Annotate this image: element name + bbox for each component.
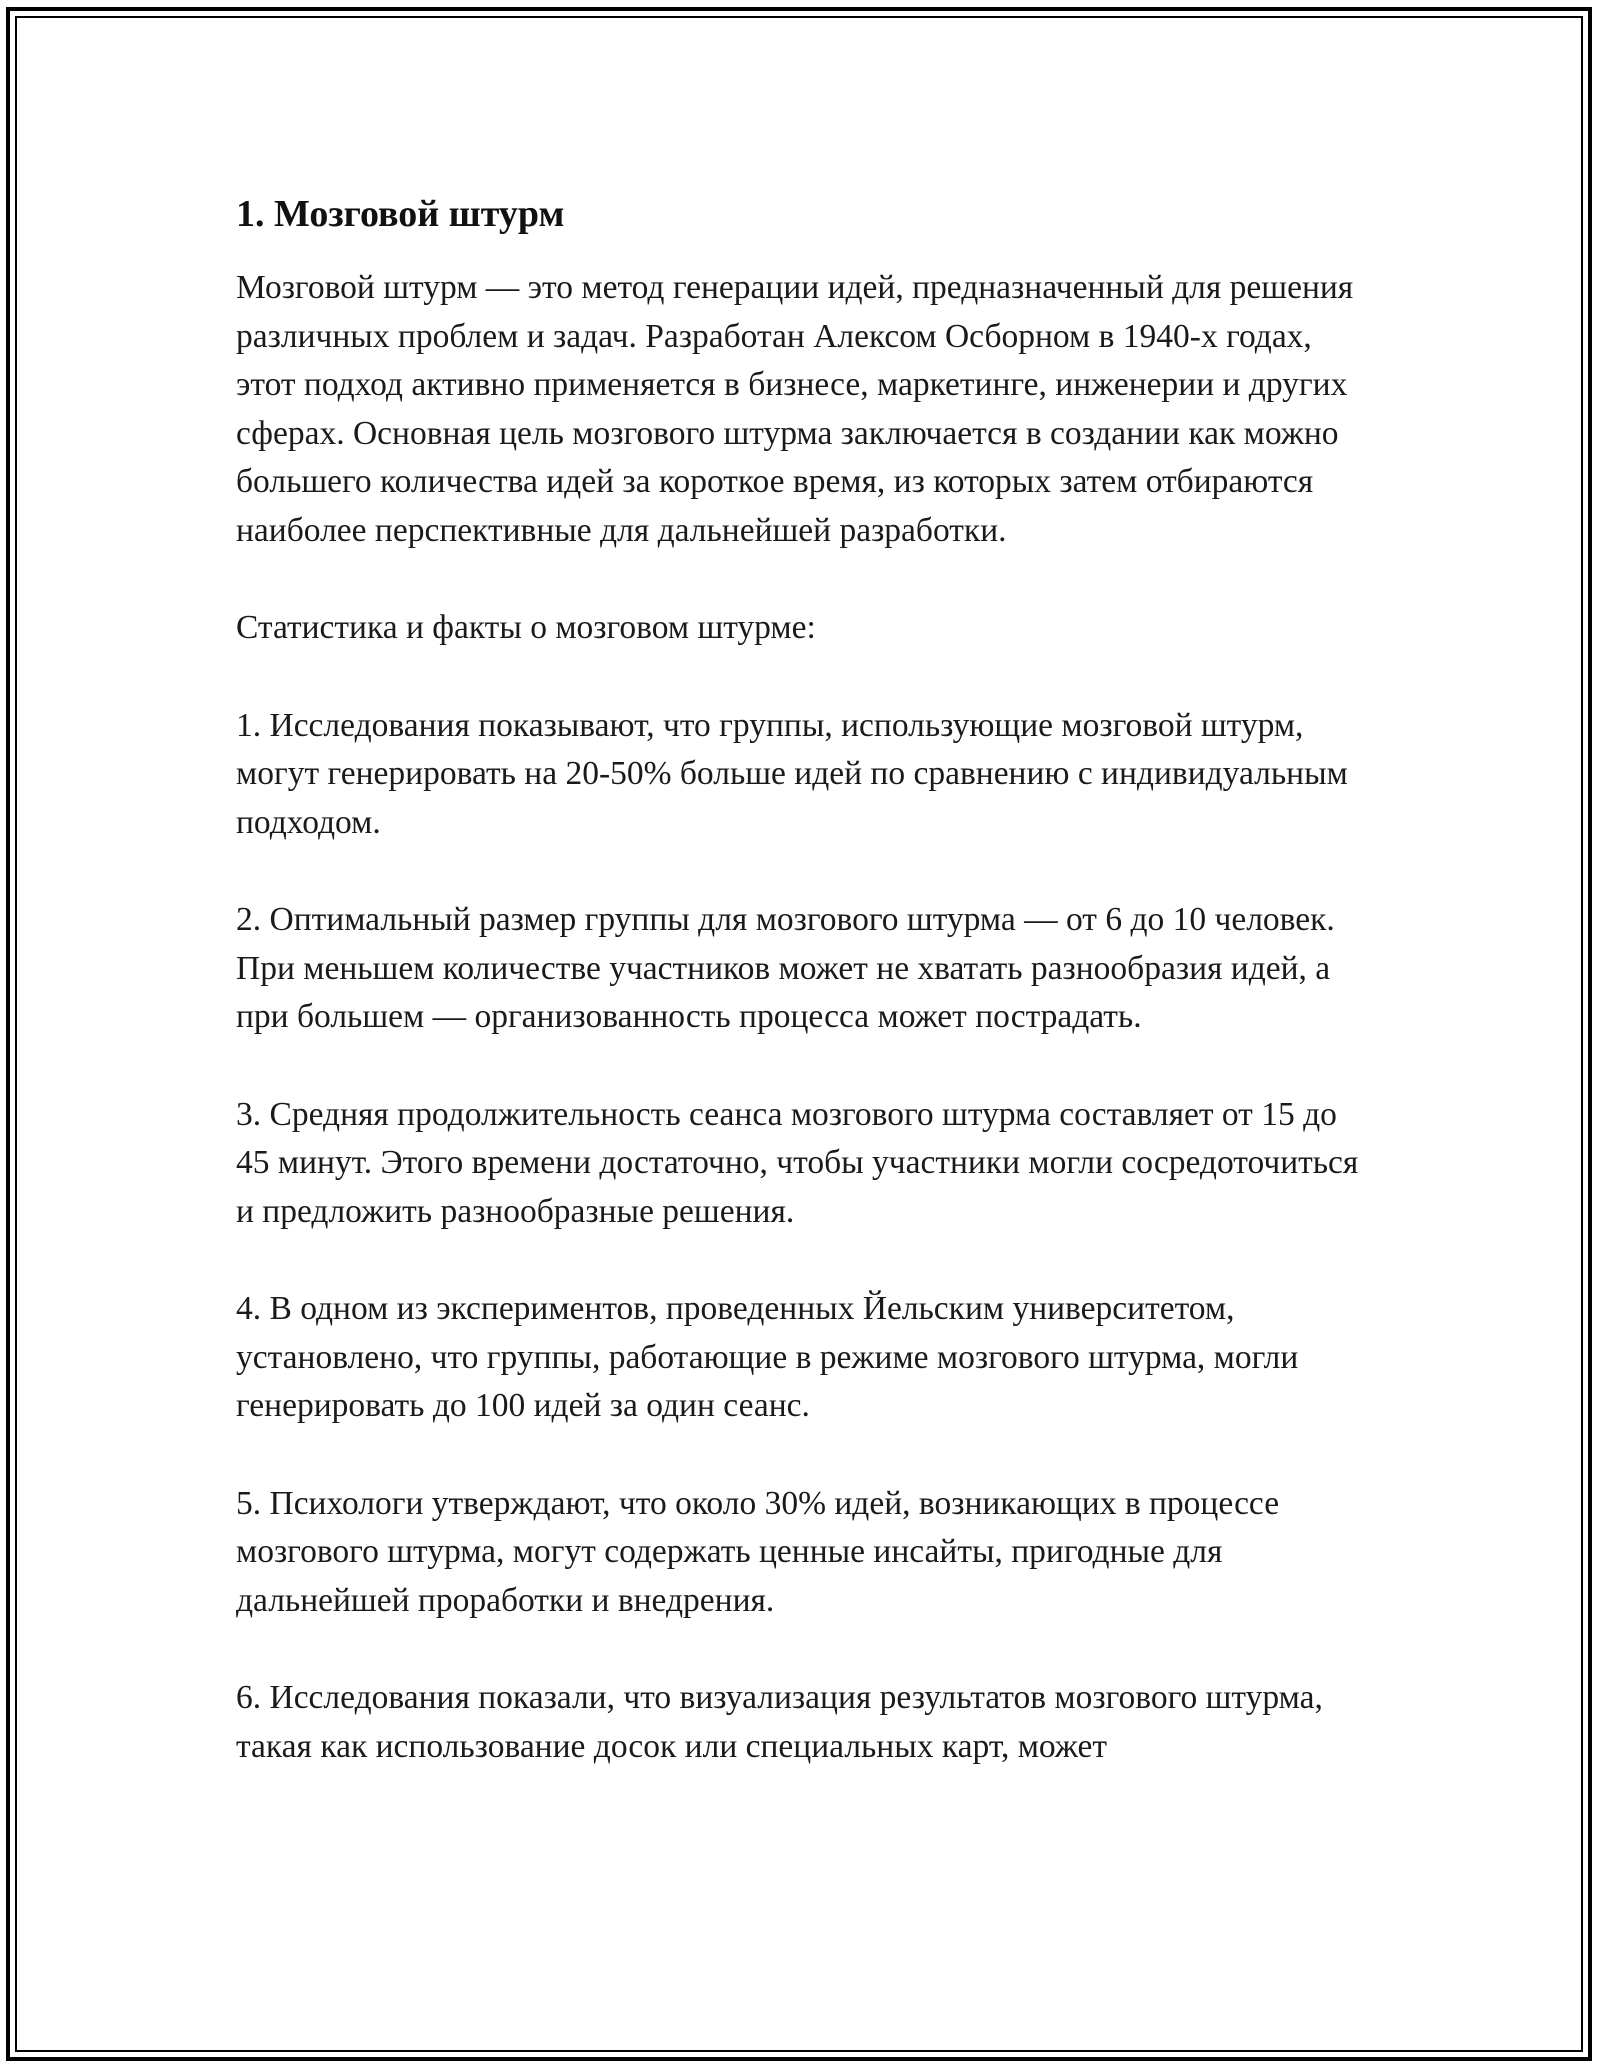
fact-item-1: 1. Исследования показывают, что группы, использующие мозговой штурм, могут генерировать на 20-50% больше идей по сравнению с индивидуальным подходом.	[236, 706, 1348, 841]
stats-intro: Статистика и факты о мозговом штурме:	[236, 609, 816, 646]
fact-item-4: 4. В одном из экспериментов, проведенных Йельским университетом, установлено, что группы, работающие в режиме мозгового штурма, могли генерировать до 100 идей за один сеанс.	[236, 1290, 1299, 1424]
section-heading: 1. Мозговой штурм	[236, 193, 565, 235]
fact-item-6: 6. Исследования показали, что визуализация результатов мозгового штурма, такая как использование досок или специальных карт, может	[236, 1679, 1323, 1765]
fact-item-2: 2. Оптимальный размер группы для мозгового штурма — от 6 до 10 человек. При меньшем количестве участников может не хватать разнообразия идей, а при большем — организованность процесса может пострадать.	[236, 901, 1335, 1035]
intro-paragraph: Мозговой штурм — это метод генерации идей, предназначенный для решения различных проблем и задач. Разработан Алексом Осборном в 1940-х годах, этот подход активно применяется в бизнесе, маркетинге, инженерии и других сферах. Основная цель мозгового штурма заключается в создании как можно большего количества идей за короткое время, из которых затем отбираются наиболее перспективные для дальнейшей разработки.	[236, 269, 1354, 549]
document-body	[236, 186, 1376, 1820]
fact-item-5: 5. Психологи утверждают, что около 30% идей, возникающих в процессе мозгового штурма, могут содержать ценные инсайты, пригодные для дальнейшей проработки и внедрения.	[236, 1484, 1280, 1619]
fact-item-3: 3. Средняя продолжительность сеанса мозгового штурма составляет от 15 до 45 минут. Этого времени достаточно, чтобы участники могли сосредоточиться и предложить разнообразные решения.	[236, 1095, 1359, 1230]
